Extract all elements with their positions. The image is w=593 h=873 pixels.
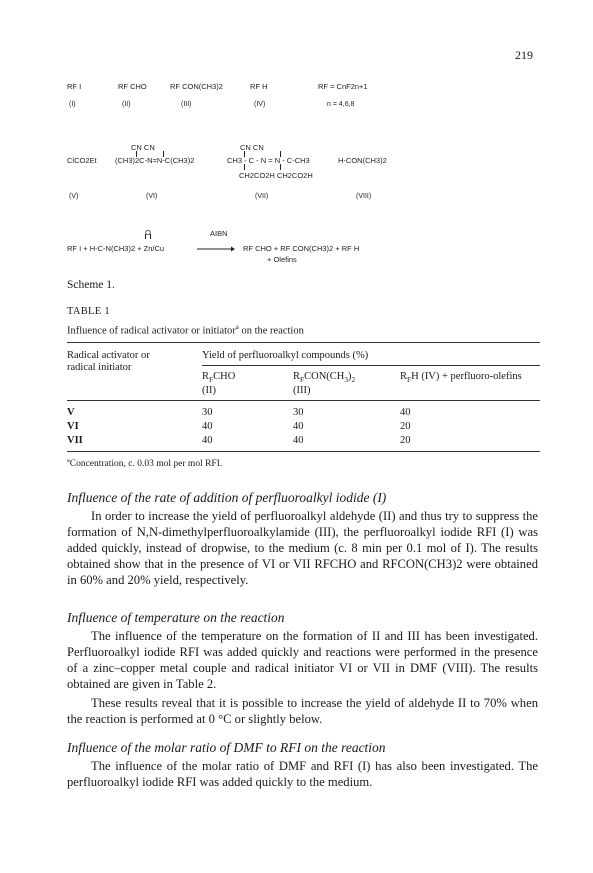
- section-heading-molar-ratio: Influence of the molar ratio of DMF to RFI on the reaction: [67, 740, 386, 755]
- table-group-header: Yield of perfluoroalkyl compounds (%): [202, 350, 369, 361]
- formula-vii-cn: CN CN: [240, 143, 264, 152]
- scheme-label: Scheme 1.: [67, 279, 115, 291]
- label-iii: (III): [181, 101, 192, 108]
- formula-rfcon: RF CON(CH3)2: [170, 82, 223, 91]
- table-row-vii-agent: VII: [67, 435, 83, 446]
- table-row-v-c1: 30: [202, 407, 213, 418]
- bond-line: [280, 164, 281, 170]
- reaction-products: RF CHO + RF CON(CH3)2 + RF H: [243, 244, 360, 253]
- table-row-vii-c2: 40: [293, 435, 304, 446]
- table-caption: Influence of radical activator or initiator$^a$ on the reaction: [67, 324, 304, 337]
- double-bond: [145, 234, 151, 239]
- formula-rfh: RF H: [250, 82, 268, 91]
- label-iv: (IV): [254, 101, 266, 108]
- formula-vii: CH3 - C - N = N - C-CH3: [227, 156, 310, 165]
- label-viii: (VIII): [356, 193, 372, 200]
- formula-vi: (CH3)2C-N=N-C(CH3)2: [115, 156, 195, 165]
- table-label: TABLE 1: [67, 306, 110, 317]
- carbonyl-oxygen: O: [145, 228, 151, 237]
- reaction-reactants: RF I + H-C-N(CH3)2 + Zn/Cu: [67, 244, 165, 253]
- table-sub3-header: $R_FH$ (IV) + perfluoro-olefins: [400, 371, 522, 385]
- table-row-vii-c1: 40: [202, 435, 213, 446]
- reaction-catalyst: AIBN: [210, 229, 228, 238]
- table-row-v-c2: 30: [293, 407, 304, 418]
- table-row-v-agent: V: [67, 407, 75, 418]
- table-sub2-header: $R_FCON(CH_3)_2$: [293, 371, 356, 385]
- section-heading-temperature: Influence of temperature on the reaction: [67, 610, 285, 625]
- table-bottom-rule: [67, 451, 540, 452]
- table-col1-header-line1: Radical activator or: [67, 350, 150, 361]
- table-row-vi-c1: 40: [202, 421, 213, 432]
- label-n-values: n = 4,6,8: [327, 101, 355, 108]
- table-top-rule: [67, 342, 540, 343]
- paragraph-rate: In order to increase the yield of perfluoroalkyl aldehyde (II) and thus try to suppress the formation of N,N-dimethylperfluoroalkylamide (III), the perfluoroalkyl iodide RFI (I) was added quickly, instead of dropwise, to the medium (c. 8 min per 0.1 mol of I). The results obtained show that in the presence of VI or VII RFCHO and RFCON(CH3)2 were obtained in 60% and 20% yield, respectively.: [67, 509, 538, 587]
- formula-v: ClCO2Et: [67, 156, 97, 165]
- label-vi: (VI): [146, 193, 158, 200]
- formula-vi-cn: CN CN: [131, 143, 155, 152]
- label-i: (I): [69, 101, 76, 108]
- paragraph-temperature: The influence of the temperature on the formation of II and III has been investigated. Perfluoroalkyl iodide RFI was added quickly and reactions were performed in the presence of a zinc–copper metal couple and radical initiator VI or VII in DMF (VIII). The results obtained are given in Table 2.: [67, 629, 538, 691]
- reaction-olefins: + Olefins: [267, 255, 297, 264]
- label-vii: (VII): [255, 193, 269, 200]
- table-footnote: $^a$Concentration, c. 0.03 mol per mol RFI.: [67, 458, 223, 470]
- table-row-vii-c3: 20: [400, 435, 411, 446]
- table-group-rule: [202, 365, 540, 366]
- formula-rfcho: RF CHO: [118, 82, 147, 91]
- label-v: (V): [69, 193, 79, 200]
- reaction-arrow-icon: [196, 244, 236, 254]
- paragraph-molar-ratio: The influence of the molar ratio of DMF and RFI (I) has also been investigated. The perfluoroalkyl iodide RFI was added quickly to the medium.: [67, 759, 538, 789]
- table-row-vi-agent: VI: [67, 421, 79, 432]
- table-row-vi-c3: 20: [400, 421, 411, 432]
- formula-viii: H-CON(CH3)2: [338, 156, 387, 165]
- paragraph-temperature-results: These results reveal that it is possible to increase the yield of aldehyde II to 70% when the reaction is performed at 0 °C or slightly below.: [67, 696, 538, 726]
- formula-rf-definition: RF = CnF2n+1: [318, 82, 368, 91]
- section-heading-rate: Influence of the rate of addition of perfluoroalkyl iodide (I): [67, 490, 387, 505]
- table-col1-header-line2: radical initiator: [67, 362, 132, 373]
- table-sub2-label: (III): [293, 385, 311, 396]
- formula-vii-substituents: CH2CO2H CH2CO2H: [239, 171, 313, 180]
- table-sub1-header: $R_FCHO$: [202, 371, 236, 385]
- label-ii: (II): [122, 101, 131, 108]
- table-row-v-c3: 40: [400, 407, 411, 418]
- table-header-rule: [67, 400, 540, 401]
- table-row-vi-c2: 40: [293, 421, 304, 432]
- formula-rfi: RF I: [67, 82, 82, 91]
- table-sub1-label: (II): [202, 385, 216, 396]
- page-number: 219: [515, 48, 533, 62]
- bond-line: [244, 164, 245, 170]
